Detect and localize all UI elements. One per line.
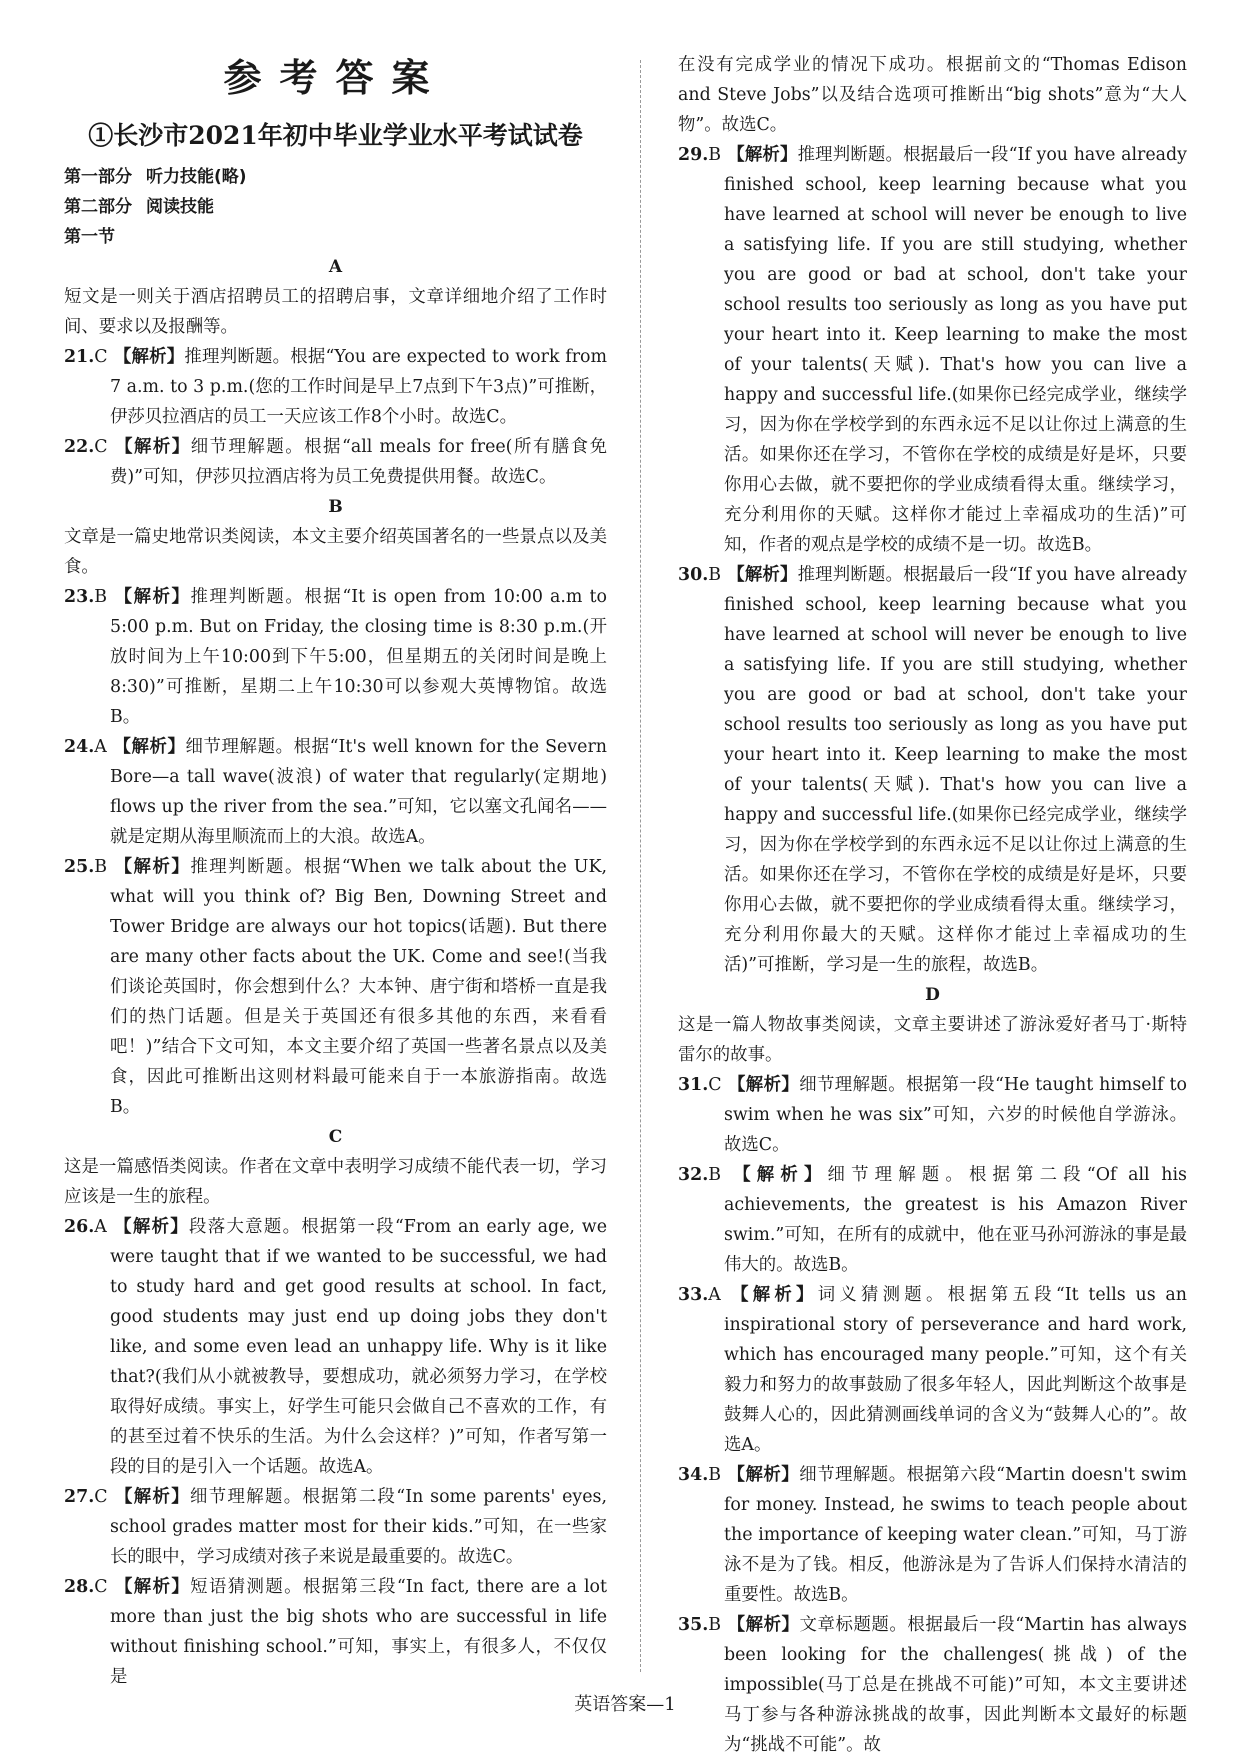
- page-title: 参考答案: [223, 56, 448, 100]
- answer-28-continued: 在没有完成学业的情况下成功。根据前文的“Thomas Edison and Steve Jobs”以及结合选项可推断出“big shots”意为“大人物”。故选C。: [678, 55, 1187, 135]
- part-two: 第二部分 阅读技能: [64, 197, 214, 217]
- answer-28-start: 28.C 【解析】短语猜测题。根据第三段“In fact, there are a lot more than just the big shots who are successful in life without finishing school.”可知，事实上，有很多人，不仅仅是: [64, 1577, 607, 1687]
- part-one: 第一部分 听力技能(略): [64, 167, 247, 187]
- passage-b-intro: 文章是一篇史地常识类阅读，本文主要介绍英国著名的一些景点以及美食。: [64, 527, 607, 577]
- page-footer: 英语答案—1: [574, 1694, 676, 1715]
- right-column: [678, 50, 1187, 1755]
- answer-35: 35.B 【解析】文章标题题。根据最后一段“Martin has always been looking for the challenges(挑战) of the impossible(马丁总是在挑战不可能)”可知，本文主要讲述马丁参与各种游泳挑战的故事，因此判断本文最好的标题为“挑战不可能”。故: [678, 1615, 1187, 1755]
- answer-26: 26.A 【解析】段落大意题。根据第一段“From an early age, we were taught that if we wanted to be successful, we had to study hard and get good results at school. In fact, good students may just end up doing jobs they don't like, and some even lead an unhappy life. Why is it like that?(我们从小就被教导，要想成功，就必须努力学习，在学校取得好成绩。事实上，好学生可能只会做自己不喜欢的工作，有的甚至过着不快乐的生活。为什么会这样？)”可知，作者写第一段的目的是引入一个话题。故选A。: [64, 1217, 607, 1477]
- passage-d-intro: 这是一篇人物故事类阅读，文章主要讲述了游泳爱好者马丁·斯特雷尔的故事。: [678, 1015, 1187, 1065]
- answer-34: 34.B 【解析】细节理解题。根据第六段“Martin doesn't swim for money. Instead, he swims to teach people about the importance of keeping water clean.”可知，马丁游泳不是为了钱。相反，他游泳是为了告诉人们保持水清洁的重要性。故选B。: [678, 1465, 1187, 1605]
- exam-subtitle: ①长沙市2021年初中毕业学业水平考试试卷: [88, 121, 583, 150]
- left-column: [64, 40, 607, 1687]
- answer-21: 21.C 【解析】推理判断题。根据“You are expected to work from 7 a.m. to 3 p.m.(您的工作时间是早上7点到下午3点)”可推断，伊莎贝拉酒店的员工一天应该工作8个小时。故选C。: [64, 347, 607, 427]
- answer-31: 31.C 【解析】细节理解题。根据第一段“He taught himself to swim when he was six”可知，六岁的时候他自学游泳。故选C。: [678, 1075, 1187, 1155]
- answer-29: 29.B 【解析】推理判断题。根据最后一段“If you have already finished school, keep learning because what you have learned at school will never be enough to live a satisfying life. If you are still studying, whether you are good or bad at school, don't take your school results too seriously as long as you have put your heart into it. Keep learning to make the most of your talents(天赋). That's how you can live a happy and successful life.(如果你已经完成学业，继续学习，因为你在学校学到的东西永远不足以让你过上满意的生活。如果你还在学习，不管你在学校的成绩是好是坏，只要你用心去做，就不要把你的学业成绩看得太重。继续学习，充分利用你的天赋。这样你才能过上幸福成功的生活)”可知，作者的观点是学校的成绩不是一切。故选B。: [678, 145, 1187, 555]
- section-label: 第一节: [64, 227, 115, 247]
- answer-32: 32.B 【解析】细节理解题。根据第二段“Of all his achievements, the greatest is his Amazon River swim.”可知，在所有的成就中，他在亚马孙河游泳的事是最伟大的。故选B。: [678, 1165, 1187, 1275]
- answer-25: 25.B 【解析】推理判断题。根据“When we talk about the UK, what will you think of? Big Ben, Downing Street and Tower Bridge are always our hot topics(话题). But there are many other facts about the UK. Come and see!(当我们谈论英国时，你会想到什么？大本钟、唐宁街和塔桥一直是我们的热门话题。但是关于英国还有很多其他的东西，来看看吧！)”结合下文可知，本文主要介绍了英国一些著名景点以及美食，因此可推断出这则材料最可能来自于一本旅游指南。故选B。: [64, 857, 607, 1117]
- answer-22: 22.C 【解析】细节理解题。根据“all meals for free(所有膳食免费)”可知，伊莎贝拉酒店将为员工免费提供用餐。故选C。: [64, 437, 607, 487]
- passage-c-heading: C: [328, 1127, 343, 1147]
- answer-23: 23.B 【解析】推理判断题。根据“It is open from 10:00 a.m to 5:00 p.m. But on Friday, the closing time is 8:30 p.m.(开放时间为上午10:00到下午5:00，但星期五的关闭时间是晚上8:30)”可推断，星期二上午10:30可以参观大英博物馆。故选B。: [64, 587, 607, 727]
- passage-b-heading: B: [328, 497, 343, 517]
- passage-d-heading: D: [925, 985, 940, 1005]
- passage-a-heading: A: [328, 257, 343, 277]
- answer-24: 24.A 【解析】细节理解题。根据“It's well known for the Severn Bore—a tall wave(波浪) of water that regularly(定期地) flows up the river from the sea.”可知，它以塞文孔闻名——就是定期从海里顺流而上的大浪。故选A。: [64, 737, 607, 847]
- answer-27: 27.C 【解析】细节理解题。根据第二段“In some parents' eyes, school grades matter most for their kids.”可知，在一些家长的眼中，学习成绩对孩子来说是最重要的。故选C。: [64, 1487, 607, 1567]
- answer-33: 33.A 【解析】词义猜测题。根据第五段“It tells us an inspirational story of perseverance and hard work, which has encouraged many people.”可知，这个有关毅力和努力的故事鼓励了很多年轻人，因此判断这个故事是鼓舞人心的，因此猜测画线单词的含义为“鼓舞人心的”。故选A。: [678, 1285, 1187, 1455]
- passage-a-intro: 短文是一则关于酒店招聘员工的招聘启事，文章详细地介绍了工作时间、要求以及报酬等。: [64, 287, 607, 337]
- passage-c-intro: 这是一篇感悟类阅读。作者在文章中表明学习成绩不能代表一切，学习应该是一生的旅程。: [64, 1157, 607, 1207]
- column-divider: [640, 60, 641, 1672]
- answer-30: 30.B 【解析】推理判断题。根据最后一段“If you have already finished school, keep learning because what you have learned at school will never be enough to live a satisfying life. If you are still studying, whether you are good or bad at school, don't take your school results too seriously as long as you have put your heart into it. Keep learning to make the most of your talents(天赋). That's how you can live a happy and successful life.(如果你已经完成学业，继续学习，因为你在学校学到的东西永远不足以让你过上满意的生活。如果你还在学习，不管你在学校的成绩是好是坏，只要你用心去做，就不要把你的学业成绩看得太重。继续学习，充分利用你最大的天赋。这样你才能过上幸福成功的生活)”可推断，学习是一生的旅程，故选B。: [678, 565, 1187, 975]
